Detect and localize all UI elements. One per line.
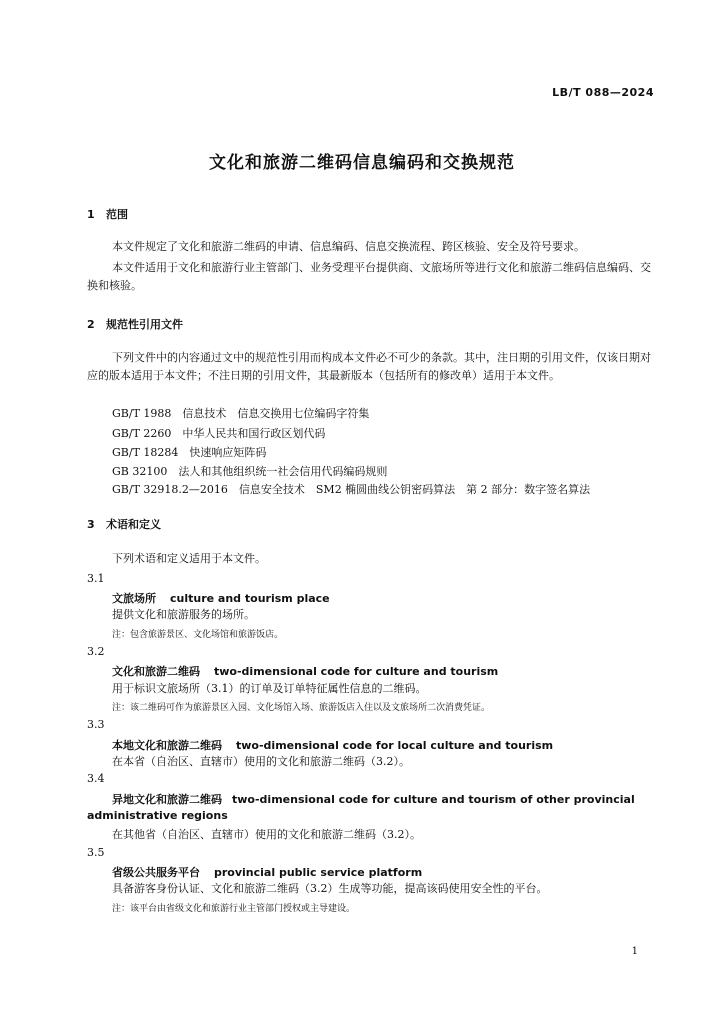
term-en: provincial public service platform: [214, 866, 423, 879]
reference-item: GB/T 1988 信息技术 信息交换用七位编码字符集: [112, 407, 370, 420]
term-note: 注：该平台由省级文化和旅游行业主管部门授权或主导建设。: [112, 904, 356, 914]
term-en: culture and tourism place: [170, 592, 330, 605]
reference-item: GB/T 32918.2—2016 信息安全技术 SM2 椭圆曲线公钥密码算法 第 2 部分：数字签名算法: [112, 483, 591, 496]
term-en: two-dimensional code for local culture and tourism: [236, 739, 554, 752]
term-en: two-dimensional code for culture and tourism: [214, 665, 499, 678]
term-en-continuation: administrative regions: [87, 809, 228, 822]
section-2-heading: [87, 316, 183, 332]
section-number: 1: [87, 208, 95, 221]
term-zh: 本地文化和旅游二维码: [112, 739, 222, 752]
term-heading: [112, 791, 635, 807]
paragraph: 本文件规定了文化和旅游二维码的申请、信息编码、信息交换流程、跨区核验、安全及符号要求。: [112, 240, 585, 253]
term-heading: [112, 864, 422, 880]
section-title: 术语和定义: [106, 518, 161, 531]
reference-item: GB 32100 法人和其他组织统一社会信用代码编码规则: [112, 465, 388, 478]
paragraph: 下列术语和定义适用于本文件。: [112, 552, 266, 565]
term-definition: 在本省（自治区、直辖市）使用的文化和旅游二维码（3.2）。: [112, 755, 410, 768]
term-definition: 在其他省（自治区、直辖市）使用的文化和旅游二维码（3.2）。: [112, 828, 421, 841]
term-zh: 文旅场所: [112, 592, 156, 605]
term-number: 3.1: [87, 572, 105, 585]
section-3-heading: [87, 516, 161, 532]
term-number: 3.4: [87, 772, 105, 785]
term-zh: 省级公共服务平台: [112, 866, 200, 879]
term-note: 注：该二维码可作为旅游景区入园、文化场馆入场、旅游饭店入住以及文旅场所二次消费凭证。: [112, 703, 491, 713]
term-heading: [112, 737, 553, 753]
reference-item: GB/T 18284 快速响应矩阵码: [112, 446, 267, 459]
term-definition: 具备游客身份认证、文化和旅游二维码（3.2）生成等功能，提高该码使用安全性的平台。: [112, 882, 548, 895]
term-definition: 提供文化和旅游服务的场所。: [112, 608, 255, 621]
term-number: 3.5: [87, 846, 105, 859]
section-number: 3: [87, 518, 95, 531]
term-heading: [112, 663, 498, 679]
term-heading: [112, 590, 330, 606]
section-1-heading: [87, 206, 128, 222]
term-note: 注：包含旅游景区、文化场馆和旅游饭店。: [112, 630, 284, 640]
reference-item: GB/T 2260 中华人民共和国行政区划代码: [112, 427, 326, 440]
term-en: two-dimensional code for culture and tourism of other provincial: [232, 793, 635, 806]
term-definition: 用于标识文旅场所（3.1）的订单及订单特征属性信息的二维码。: [112, 682, 427, 695]
term-zh: 文化和旅游二维码: [112, 665, 200, 678]
document-title: 文化和旅游二维码信息编码和交换规范: [209, 153, 515, 173]
section-title: 规范性引用文件: [106, 318, 183, 331]
term-number: 3.2: [87, 645, 105, 658]
term-zh: 异地文化和旅游二维码: [112, 793, 222, 806]
section-number: 2: [87, 318, 95, 331]
page-number: 1: [631, 946, 638, 957]
paragraph: 下列文件中的内容通过文中的规范性引用而构成本文件必不可少的条款。其中，注日期的引用文件，仅该日期对应的版本适用于本文件；不注日期的引用文件，其最新版本（包括所有的修改单）适用于本文件。: [87, 351, 651, 382]
standard-number: LB/T 088—2024: [552, 86, 654, 99]
term-number: 3.3: [87, 718, 105, 731]
paragraph: 本文件适用于文化和旅游行业主管部门、业务受理平台提供商、文旅场所等进行文化和旅游二维码信息编码、交换和核验。: [87, 261, 651, 292]
section-title: 范围: [106, 208, 128, 221]
